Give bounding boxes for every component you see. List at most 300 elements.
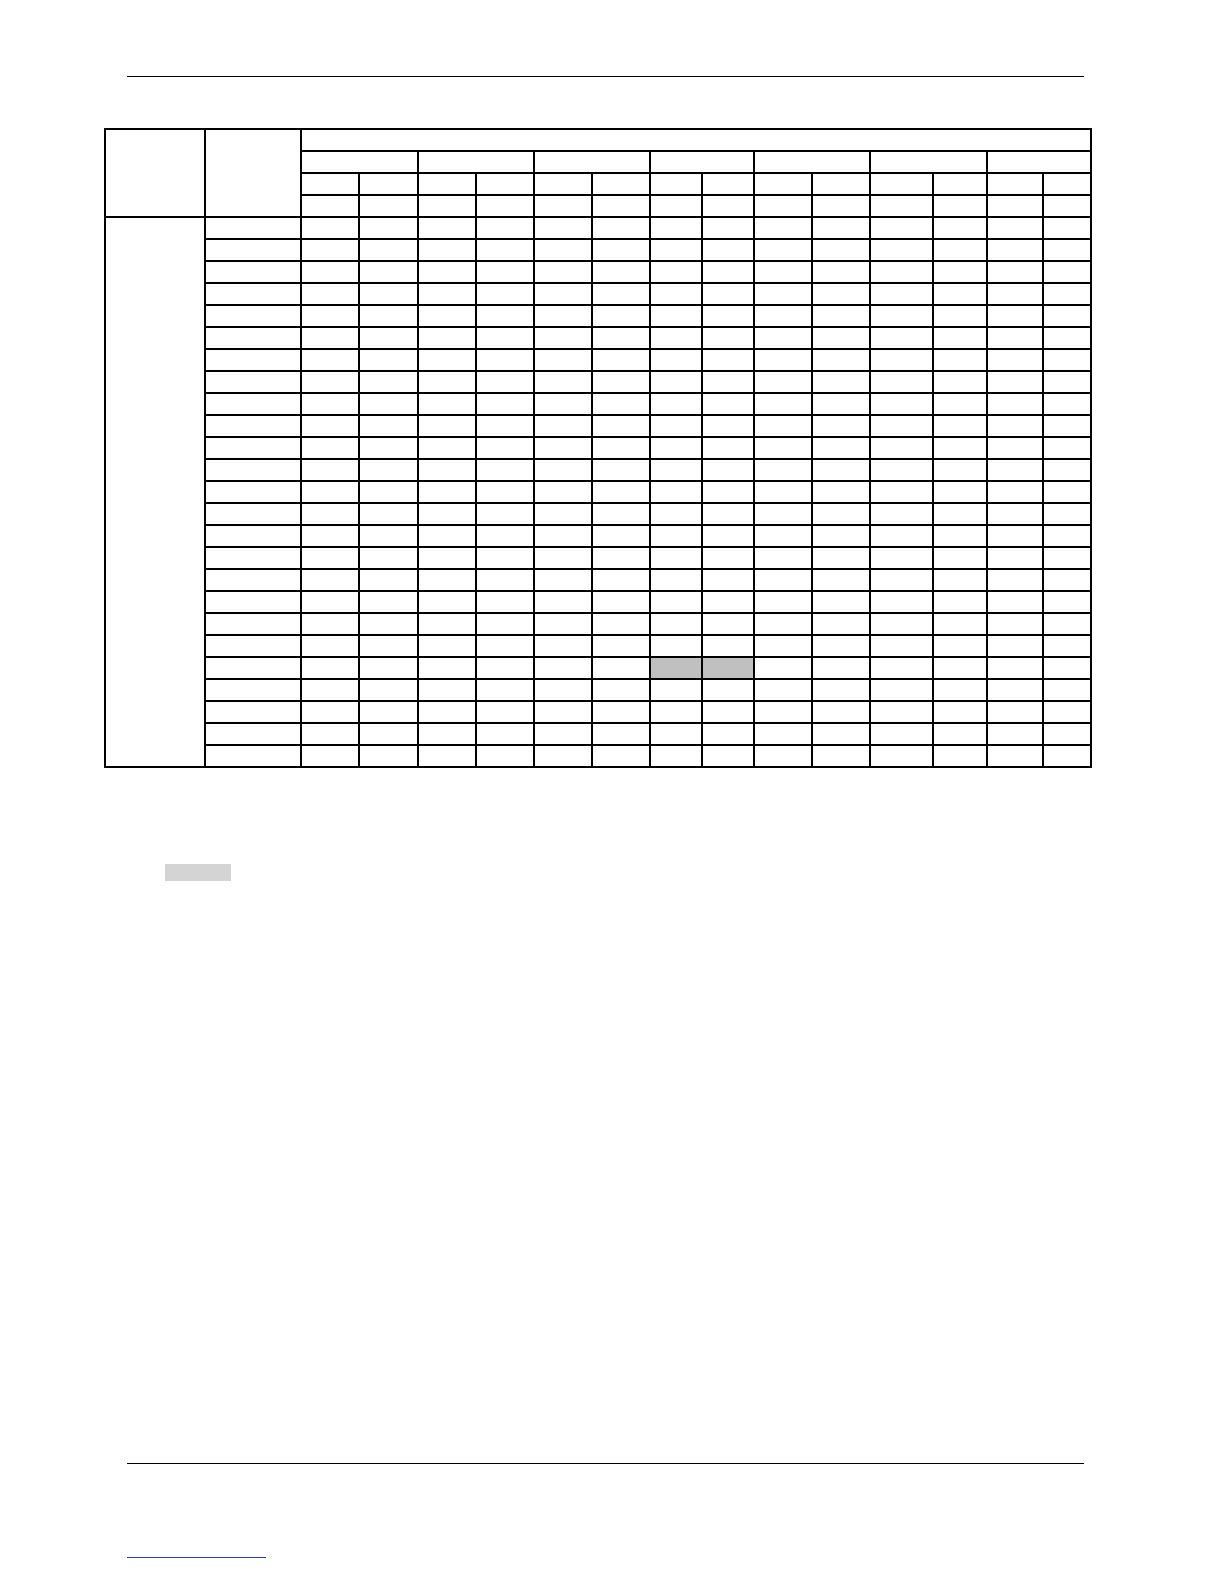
table-cell xyxy=(870,547,932,569)
table-cell xyxy=(754,745,812,767)
table-cell xyxy=(359,547,417,569)
sub-header xyxy=(476,173,534,195)
table-cell xyxy=(359,503,417,525)
table-cell xyxy=(650,371,702,393)
table-cell xyxy=(592,371,650,393)
table-cell xyxy=(1043,261,1091,283)
table-cell xyxy=(418,701,476,723)
table-cell xyxy=(933,217,987,239)
table-cell xyxy=(1043,613,1091,635)
highlighted-cell xyxy=(650,657,702,679)
table-cell xyxy=(650,217,702,239)
table-cell xyxy=(592,723,650,745)
table-cell xyxy=(933,261,987,283)
table-cell xyxy=(418,635,476,657)
row-label xyxy=(205,613,301,635)
table-cell xyxy=(650,481,702,503)
table-cell xyxy=(754,635,812,657)
table-cell xyxy=(702,503,754,525)
table-cell xyxy=(592,569,650,591)
row-label xyxy=(205,547,301,569)
table-cell xyxy=(754,613,812,635)
table-cell xyxy=(812,591,870,613)
table-cell xyxy=(301,217,359,239)
table-cell xyxy=(592,547,650,569)
table-cell xyxy=(359,613,417,635)
table-cell xyxy=(1043,547,1091,569)
table-cell xyxy=(534,415,592,437)
table-cell xyxy=(650,591,702,613)
table-cell xyxy=(754,679,812,701)
table-cell xyxy=(418,283,476,305)
table-cell xyxy=(534,261,592,283)
table-cell xyxy=(1043,591,1091,613)
legend-swatch xyxy=(165,864,231,881)
table-row xyxy=(105,745,1091,767)
table-cell xyxy=(592,503,650,525)
table-row xyxy=(105,569,1091,591)
table-cell xyxy=(933,415,987,437)
table-cell xyxy=(301,547,359,569)
table-cell xyxy=(702,393,754,415)
table-cell xyxy=(359,635,417,657)
unit-header xyxy=(359,195,417,217)
table-cell xyxy=(476,525,534,547)
table-cell xyxy=(754,261,812,283)
table-cell xyxy=(476,503,534,525)
table-cell xyxy=(476,437,534,459)
table-cell xyxy=(812,657,870,679)
table-cell xyxy=(987,305,1043,327)
table-cell xyxy=(702,679,754,701)
table-cell xyxy=(476,283,534,305)
table-cell xyxy=(870,327,932,349)
table-cell xyxy=(754,327,812,349)
table-cell xyxy=(870,283,932,305)
table-cell xyxy=(476,569,534,591)
table-cell xyxy=(812,217,870,239)
table-cell xyxy=(754,459,812,481)
unit-header xyxy=(650,195,702,217)
table-cell xyxy=(933,305,987,327)
table-cell xyxy=(534,239,592,261)
table-cell xyxy=(933,437,987,459)
table-cell xyxy=(870,635,932,657)
table-cell xyxy=(702,349,754,371)
row-label xyxy=(205,503,301,525)
table-cell xyxy=(534,459,592,481)
table-cell xyxy=(702,569,754,591)
table-cell xyxy=(476,239,534,261)
table-cell xyxy=(987,349,1043,371)
table-cell xyxy=(418,503,476,525)
table-cell xyxy=(301,283,359,305)
table-cell xyxy=(1043,459,1091,481)
table-cell xyxy=(476,327,534,349)
table-cell xyxy=(301,393,359,415)
table-cell xyxy=(301,613,359,635)
group-header xyxy=(754,151,870,173)
table-cell xyxy=(702,217,754,239)
table-cell xyxy=(1043,393,1091,415)
table-cell xyxy=(933,613,987,635)
table-row xyxy=(105,635,1091,657)
table-cell xyxy=(933,371,987,393)
table-cell xyxy=(592,327,650,349)
table-cell xyxy=(754,239,812,261)
row-label xyxy=(205,459,301,481)
table-cell xyxy=(418,591,476,613)
table-cell xyxy=(650,635,702,657)
table-cell xyxy=(534,327,592,349)
footer-rule xyxy=(127,1463,1084,1464)
table-cell xyxy=(359,393,417,415)
table-cell xyxy=(359,305,417,327)
table-cell xyxy=(1043,415,1091,437)
table-cell xyxy=(301,657,359,679)
table-row xyxy=(105,415,1091,437)
table-cell xyxy=(359,283,417,305)
header-rule xyxy=(127,76,1084,77)
table-cell xyxy=(359,745,417,767)
table-cell xyxy=(359,701,417,723)
table-cell xyxy=(359,591,417,613)
table-cell xyxy=(534,437,592,459)
table-cell xyxy=(534,481,592,503)
table-cell xyxy=(870,503,932,525)
table-cell xyxy=(418,393,476,415)
table-cell xyxy=(592,701,650,723)
table-cell xyxy=(754,481,812,503)
unit-header xyxy=(1043,195,1091,217)
table-cell xyxy=(870,217,932,239)
table-cell xyxy=(812,415,870,437)
table-cell xyxy=(592,283,650,305)
table-cell xyxy=(812,525,870,547)
row-label xyxy=(205,723,301,745)
table-cell xyxy=(702,745,754,767)
row-label xyxy=(205,283,301,305)
table-cell xyxy=(476,261,534,283)
table-row xyxy=(105,305,1091,327)
table-row xyxy=(105,701,1091,723)
unit-header xyxy=(702,195,754,217)
row-label xyxy=(205,261,301,283)
table-cell xyxy=(592,481,650,503)
table-cell xyxy=(933,591,987,613)
table-cell xyxy=(870,679,932,701)
table-cell xyxy=(418,613,476,635)
table-cell xyxy=(534,349,592,371)
table-cell xyxy=(592,305,650,327)
table-cell xyxy=(870,569,932,591)
table-cell xyxy=(1043,305,1091,327)
table-cell xyxy=(418,569,476,591)
table-cell xyxy=(301,591,359,613)
table-cell xyxy=(1043,437,1091,459)
table-cell xyxy=(359,437,417,459)
table-row xyxy=(105,393,1091,415)
table-cell xyxy=(702,283,754,305)
group-header xyxy=(418,151,534,173)
table-cell xyxy=(754,415,812,437)
table-cell xyxy=(987,525,1043,547)
table-cell xyxy=(987,415,1043,437)
unit-header xyxy=(987,195,1043,217)
table-cell xyxy=(359,261,417,283)
table-cell xyxy=(987,723,1043,745)
table-cell xyxy=(592,613,650,635)
table-cell xyxy=(870,305,932,327)
row-label xyxy=(205,525,301,547)
unit-header xyxy=(592,195,650,217)
table-cell xyxy=(650,327,702,349)
table-cell xyxy=(592,261,650,283)
table-cell xyxy=(754,371,812,393)
table-cell xyxy=(359,349,417,371)
table-cell xyxy=(418,723,476,745)
table-cell xyxy=(476,393,534,415)
table-cell xyxy=(933,503,987,525)
table-cell xyxy=(476,657,534,679)
table-cell xyxy=(301,503,359,525)
table-cell xyxy=(1043,723,1091,745)
table-cell xyxy=(534,613,592,635)
table-cell xyxy=(754,217,812,239)
table-cell xyxy=(476,679,534,701)
table-cell xyxy=(987,261,1043,283)
data-table xyxy=(104,128,1092,768)
table-cell xyxy=(418,437,476,459)
table-cell xyxy=(754,591,812,613)
table-cell xyxy=(933,393,987,415)
table-cell xyxy=(812,723,870,745)
table-cell xyxy=(1043,745,1091,767)
row-label xyxy=(205,745,301,767)
group-header xyxy=(650,151,754,173)
row-label xyxy=(205,657,301,679)
table-row xyxy=(105,261,1091,283)
table-cell xyxy=(301,745,359,767)
table-row xyxy=(105,327,1091,349)
top-header xyxy=(301,129,1091,151)
table-cell xyxy=(812,283,870,305)
table-cell xyxy=(301,701,359,723)
table-cell xyxy=(987,437,1043,459)
table-cell xyxy=(418,547,476,569)
sub-header xyxy=(534,173,592,195)
group-header xyxy=(301,151,417,173)
table-cell xyxy=(650,679,702,701)
table-cell xyxy=(1043,657,1091,679)
table-cell xyxy=(650,305,702,327)
table-cell xyxy=(702,591,754,613)
row-label xyxy=(205,635,301,657)
table-cell xyxy=(418,305,476,327)
table-cell xyxy=(933,745,987,767)
table-cell xyxy=(476,591,534,613)
table-cell xyxy=(812,745,870,767)
row-label xyxy=(205,679,301,701)
table-cell xyxy=(650,723,702,745)
sub-header xyxy=(301,173,359,195)
table-cell xyxy=(418,217,476,239)
table-cell xyxy=(301,525,359,547)
table-cell xyxy=(987,481,1043,503)
table-cell xyxy=(534,701,592,723)
table-cell xyxy=(592,217,650,239)
unit-header xyxy=(870,195,932,217)
unit-header xyxy=(476,195,534,217)
table-cell xyxy=(933,525,987,547)
table-cell xyxy=(870,393,932,415)
footer-link[interactable] xyxy=(127,1557,266,1558)
table-cell xyxy=(650,239,702,261)
table-row xyxy=(105,437,1091,459)
table-cell xyxy=(592,635,650,657)
row-label xyxy=(205,371,301,393)
row-label xyxy=(205,701,301,723)
table-cell xyxy=(650,569,702,591)
sub-header xyxy=(592,173,650,195)
table-cell xyxy=(812,349,870,371)
table-cell xyxy=(702,635,754,657)
row-label xyxy=(205,437,301,459)
table-cell xyxy=(754,569,812,591)
table-cell xyxy=(987,547,1043,569)
table-cell xyxy=(534,635,592,657)
sub-header xyxy=(418,173,476,195)
table-cell xyxy=(754,657,812,679)
table-cell xyxy=(812,547,870,569)
unit-header xyxy=(301,195,359,217)
sub-header xyxy=(702,173,754,195)
table-cell xyxy=(650,613,702,635)
table-cell xyxy=(933,459,987,481)
table-cell xyxy=(870,723,932,745)
table-cell xyxy=(592,459,650,481)
table-cell xyxy=(592,239,650,261)
table-cell xyxy=(476,701,534,723)
sub-header xyxy=(359,173,417,195)
table-cell xyxy=(301,305,359,327)
table-cell xyxy=(987,459,1043,481)
row-label xyxy=(205,481,301,503)
table-cell xyxy=(418,459,476,481)
table-cell xyxy=(870,239,932,261)
table-cell xyxy=(754,305,812,327)
table-cell xyxy=(650,415,702,437)
table-cell xyxy=(476,217,534,239)
table-cell xyxy=(987,503,1043,525)
table-cell xyxy=(987,393,1043,415)
table-cell xyxy=(812,701,870,723)
table-cell xyxy=(534,503,592,525)
table-cell xyxy=(476,305,534,327)
table-cell xyxy=(359,679,417,701)
table-cell xyxy=(702,305,754,327)
table-cell xyxy=(870,591,932,613)
table-cell xyxy=(1043,569,1091,591)
table-cell xyxy=(987,569,1043,591)
group-header xyxy=(870,151,986,173)
table-row xyxy=(105,283,1091,305)
table-cell xyxy=(650,459,702,481)
table-cell xyxy=(592,745,650,767)
table-cell xyxy=(702,371,754,393)
sub-header xyxy=(754,173,812,195)
table-cell xyxy=(534,745,592,767)
table-cell xyxy=(754,701,812,723)
table-cell xyxy=(476,349,534,371)
table-row xyxy=(105,349,1091,371)
table-cell xyxy=(812,305,870,327)
table-cell xyxy=(650,261,702,283)
table-cell xyxy=(933,679,987,701)
table-cell xyxy=(359,481,417,503)
table-cell xyxy=(754,437,812,459)
table-cell xyxy=(754,393,812,415)
table-cell xyxy=(1043,371,1091,393)
table-cell xyxy=(1043,635,1091,657)
table-cell xyxy=(650,503,702,525)
table-cell xyxy=(933,657,987,679)
table-row xyxy=(105,591,1091,613)
table-cell xyxy=(812,327,870,349)
table-cell xyxy=(870,701,932,723)
table-cell xyxy=(933,283,987,305)
table-row xyxy=(105,657,1091,679)
table-cell xyxy=(418,679,476,701)
table-cell xyxy=(812,569,870,591)
table-cell xyxy=(301,261,359,283)
table-cell xyxy=(476,481,534,503)
table-cell xyxy=(933,701,987,723)
table-cell xyxy=(534,657,592,679)
table-cell xyxy=(476,723,534,745)
sub-header xyxy=(870,173,932,195)
table-cell xyxy=(476,745,534,767)
table-cell xyxy=(418,745,476,767)
table-cell xyxy=(870,745,932,767)
table-cell xyxy=(418,327,476,349)
table-cell xyxy=(702,261,754,283)
unit-header xyxy=(534,195,592,217)
table-cell xyxy=(870,415,932,437)
table-cell xyxy=(650,745,702,767)
table-cell xyxy=(1043,481,1091,503)
table-cell xyxy=(702,415,754,437)
table-cell xyxy=(592,679,650,701)
table-cell xyxy=(702,613,754,635)
table-cell xyxy=(987,217,1043,239)
table-cell xyxy=(476,459,534,481)
table-cell xyxy=(301,723,359,745)
table-row xyxy=(105,239,1091,261)
table-cell xyxy=(418,261,476,283)
table-cell xyxy=(702,547,754,569)
table-cell xyxy=(933,481,987,503)
table-cell xyxy=(534,305,592,327)
row-label xyxy=(205,217,301,239)
table-cell xyxy=(534,723,592,745)
table-cell xyxy=(359,569,417,591)
table-cell xyxy=(702,525,754,547)
row-label xyxy=(205,569,301,591)
table-cell xyxy=(650,547,702,569)
table-cell xyxy=(812,613,870,635)
table-row xyxy=(105,679,1091,701)
